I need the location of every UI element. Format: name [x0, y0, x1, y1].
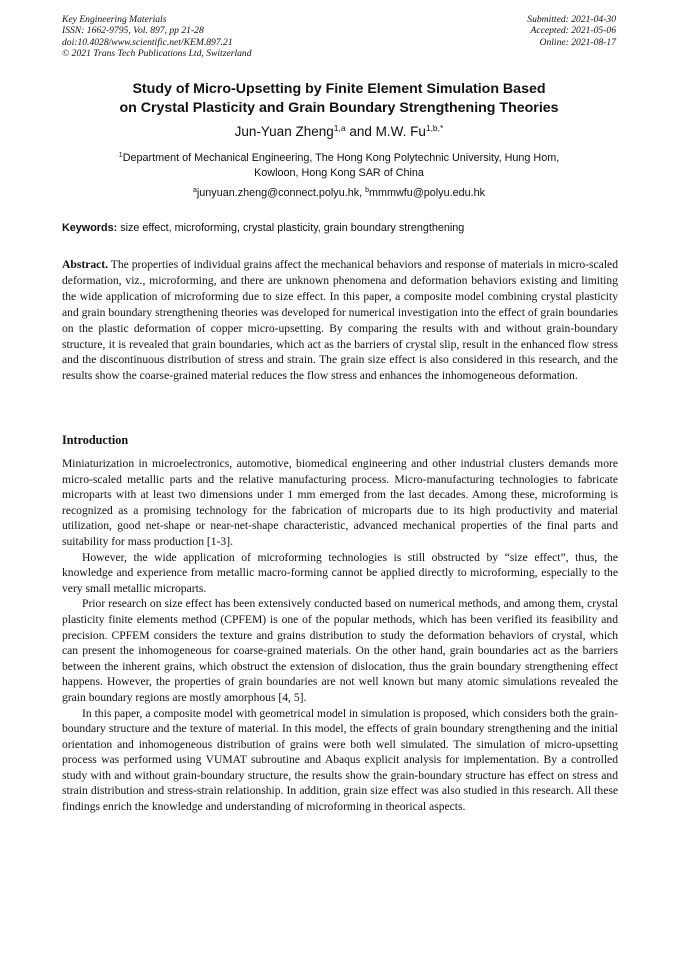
title-line-1: Study of Micro-Upsetting by Finite Element Simulation Based [132, 81, 546, 97]
author-emails [40, 186, 638, 200]
email-mark: b [365, 187, 370, 194]
journal-name: Key Engineering Materials [62, 14, 167, 25]
abstract-text: The properties of individual grains affect the mechanical behaviors and response of materials in micro-scaled deformation, viz., microforming, and there are unknown phenomena and deformation behaviors existing and limiting the wide application of microforming due to size effect. In this paper, a composite model combining crystal plasticity and grain boundary strengthening theories was developed for numerical investigation into the effect of grain boundaries on the plastic deformation of copper micro-upsetting. By comparing the results with and without grain-boundary structure, it is revealed that grain boundaries, which act as the barriers of crystal slip, result in the enhanced flow stress and the discontinuous distribution of stress and strain. The grain size effect is also considered in this research, and the results show the coarse-grained material reduces the flow stress and enhances the inhomogeneous deformation. [62, 258, 618, 383]
author-list [40, 123, 638, 141]
abstract-label: Abstract. [62, 258, 109, 271]
author-connector: and [345, 124, 376, 139]
copyright-line: © 2021 Trans Tech Publications Ltd, Switzerland [62, 48, 252, 60]
doi-line: doi:10.4028/www.scientific.net/KEM.897.21 [62, 36, 233, 48]
publication-dates [527, 14, 616, 48]
paragraph: However, the wide application of microforming technologies is still obstructed by “size effect”, thus, the knowledge and experience from metallic macro-forming cannot be applied directly to microforming, especially to the very small metallic microparts. [62, 550, 618, 595]
paragraph: Miniaturization in microelectronics, automotive, biomedical engineering and other industrial clusters demands more micro-scaled metallic parts and the relative manufacturing process. Micro-manufacturing technologies to fabricate microparts with at least two dimensions under 1 mm emerged from the last decades. Among these, microforming is recognized as a promising technology for the fabrication of microparts due to its high productivity and material utilization, good net-shape or near-net-shape characteristic, advanced mechanical properties of the final parts and suitability for mass production [1-3]. [62, 457, 618, 548]
introduction-body [62, 456, 618, 815]
submitted-date: Submitted: 2021-04-30 [527, 14, 616, 25]
affiliation-mark: 1 [118, 152, 123, 159]
title-line-2: on Crystal Plasticity and Grain Boundary Strengthening Theories [119, 100, 559, 116]
issn-line: ISSN: 1662-9795, Vol. 897, pp 21-28 [62, 25, 204, 37]
author-affiliation-mark: 1,b,* [425, 123, 444, 133]
accepted-date: Accepted: 2021-05-06 [530, 25, 616, 37]
keywords-label: Keywords: [62, 222, 118, 234]
journal-info [62, 14, 252, 60]
author-name: Jun-Yuan Zheng [234, 124, 334, 139]
keywords [62, 221, 618, 235]
email-mark: a [192, 187, 197, 194]
author-name: M.W. Fu [375, 124, 426, 139]
affiliation [40, 151, 638, 181]
paragraph: Prior research on size effect has been extensively conducted based on numerical methods, and among them, crystal plasticity finite elements method (CPFEM) is one of the popular methods, which has been verified its feasibility and precision. CPFEM considers the texture and grains distribution to study the deformation behaviors of crystal, which can present the inhomogeneous for coarse-grained materials. On the other hand, grain boundaries act as the barriers between the inherent grains, which obstruct the extension of dislocation, thus the grain boundary strengthening effect happens. However, the properties of grain boundaries are not well known but many atomic simulations revealed the grain boundary regions are mostly amorphous [4, 5]. [62, 597, 618, 704]
email-link[interactable]: junyuan.zheng@connect.polyu.hk, [196, 187, 366, 199]
affiliation-line-2: Kowloon, Hong Kong SAR of China [254, 167, 424, 179]
abstract [62, 257, 618, 384]
email-link[interactable]: mmmwfu@polyu.edu.hk [369, 187, 486, 199]
online-date: Online: 2021-08-17 [539, 36, 616, 48]
affiliation-line-1: Department of Mechanical Engineering, The Hong Kong Polytechnic University, Hung Hom, [122, 152, 560, 164]
author-affiliation-mark: 1,a [333, 123, 346, 133]
paragraph: In this paper, a composite model with geometrical model in simulation is proposed, which considers both the grain-boundary structure and the texture of material. In this model, the effects of grain boundary strengthening and the initial orientation and inhomogeneous distribution of grains were both well simulated. The simulation of micro-upsetting process was performed using VUMAT subroutine and Abaqus explicit analysis for implementation. By a controlled study with and without grain-boundary structure, the results show the grain-boundary structure has effect on stress and strain distribution and stress-strain relationship. In addition, grain size effect was also studied in this research. All these findings enrich the knowledge and understanding of microforming in theorical aspects. [62, 706, 618, 814]
section-heading: Introduction [62, 433, 129, 447]
paper-title [40, 80, 638, 118]
keywords-text: size effect, microforming, crystal plasticity, grain boundary strengthening [117, 222, 465, 234]
